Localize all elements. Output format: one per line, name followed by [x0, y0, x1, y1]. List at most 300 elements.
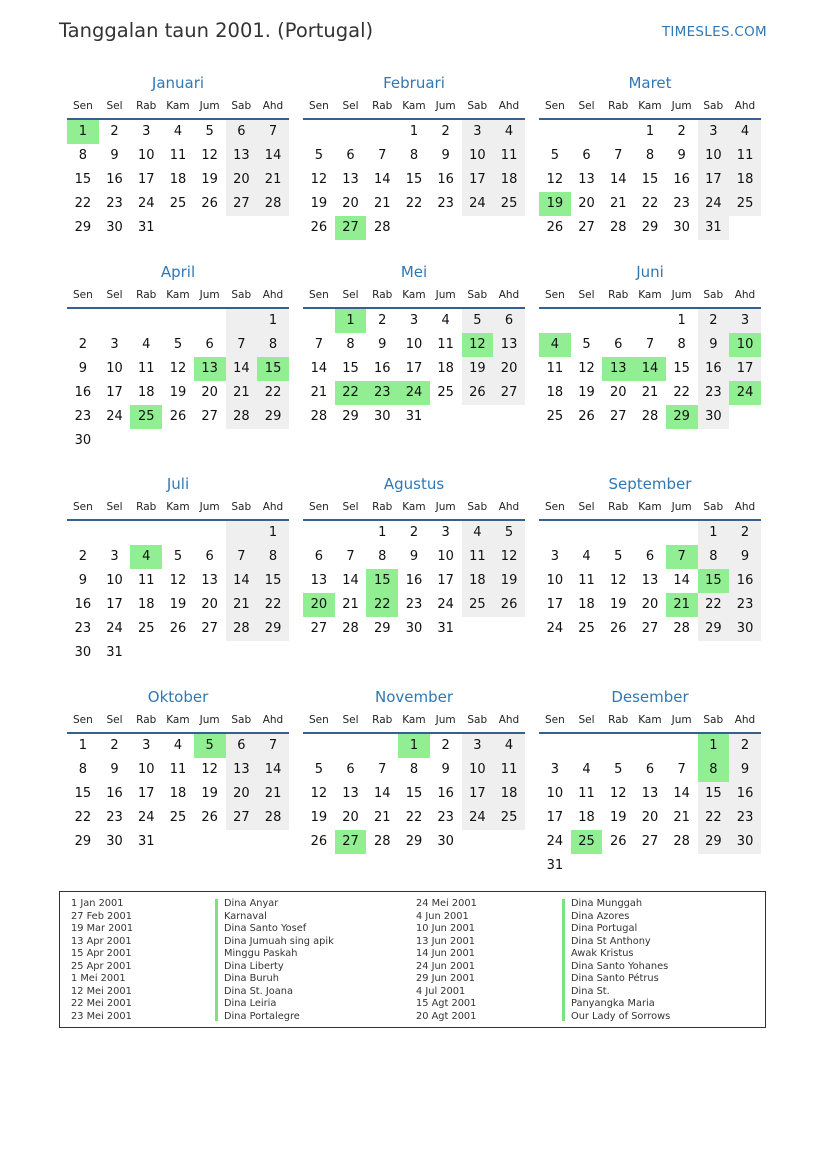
- day-cell: 25: [546, 409, 564, 424]
- day-cell: 9: [729, 545, 761, 569]
- legend-name: Awak Kristus: [571, 948, 634, 959]
- legend-left-divider: [215, 899, 218, 1021]
- day-cell: 11: [169, 148, 187, 163]
- weekday-header: [539, 495, 761, 521]
- weekday-label: Sen: [308, 714, 329, 726]
- day-cell: 11: [729, 144, 761, 168]
- day-grid: [67, 734, 289, 854]
- day-cell: 5: [614, 549, 623, 564]
- day-cell: 19: [169, 385, 187, 400]
- weekday-label: Ahd: [734, 501, 756, 513]
- legend-name: Minggu Paskah: [224, 948, 298, 959]
- weekday-label: Kam: [638, 289, 662, 301]
- day-cell: 27: [641, 834, 659, 849]
- day-cell: 12: [201, 148, 218, 163]
- day-cell: 19: [201, 172, 218, 187]
- day-cell: 7: [226, 333, 258, 357]
- day-cell: 20: [201, 385, 218, 400]
- day-cell: 20: [226, 168, 258, 192]
- weekday-label: Ahd: [262, 289, 284, 301]
- holiday-day-cell: 12: [462, 333, 494, 357]
- day-cell: 18: [493, 782, 525, 806]
- day-cell: 11: [169, 762, 187, 777]
- day-cell: 29: [257, 405, 289, 429]
- weekday-label: Rab: [136, 100, 157, 112]
- legend-date: 1 Jan 2001: [71, 898, 124, 909]
- legend-date: 15 Apr 2001: [71, 948, 132, 959]
- day-cell: 4: [582, 549, 591, 564]
- day-cell: 3: [142, 738, 151, 753]
- day-cell: 16: [698, 357, 730, 381]
- day-cell: 20: [609, 385, 627, 400]
- legend-name: Dina Santo Pétrus: [571, 973, 659, 984]
- day-cell: 2: [378, 313, 387, 328]
- empty-cell: [634, 309, 666, 333]
- day-cell: 25: [169, 810, 187, 825]
- day-cell: 26: [169, 621, 187, 636]
- day-cell: 13: [641, 573, 659, 588]
- holiday-day-cell: 27: [335, 216, 367, 240]
- day-cell: 3: [110, 549, 119, 564]
- day-cell: 18: [462, 569, 494, 593]
- day-cell: 6: [346, 762, 355, 777]
- legend-name: Dina Santo Yohanes: [571, 960, 669, 972]
- day-cell: 15: [342, 361, 359, 376]
- month-name: Juni: [636, 263, 664, 281]
- day-cell: 22: [74, 810, 92, 825]
- holiday-day-cell: 8: [698, 758, 730, 782]
- day-cell: 11: [546, 361, 564, 376]
- weekday-label: Sen: [544, 100, 565, 112]
- month-6: [539, 261, 761, 429]
- legend-name: Panyangka Maria: [571, 998, 655, 1009]
- month-name: Desember: [611, 688, 689, 706]
- day-cell: 14: [673, 573, 690, 588]
- day-cell: 27: [201, 409, 218, 424]
- day-cell: 2: [441, 738, 450, 753]
- brand-link[interactable]: TIMESLES.COM: [661, 24, 767, 40]
- day-cell: 8: [78, 762, 87, 777]
- day-cell: 21: [609, 196, 627, 211]
- month-5: [303, 261, 525, 429]
- day-cell: 17: [546, 597, 564, 612]
- day-cell: 12: [169, 573, 187, 588]
- weekday-label: Sab: [231, 289, 252, 301]
- day-cell: 29: [698, 617, 730, 641]
- day-cell: 4: [582, 762, 591, 777]
- day-cell: 16: [106, 786, 123, 801]
- legend-name: Dina Buruh: [224, 973, 279, 984]
- day-cell: 26: [201, 196, 218, 211]
- holiday-day-cell: 1: [398, 734, 430, 758]
- day-cell: 28: [373, 220, 391, 235]
- day-cell: 16: [106, 172, 123, 187]
- holiday-day-cell: 4: [130, 545, 162, 569]
- weekday-label: Sab: [703, 501, 724, 513]
- day-cell: 29: [373, 621, 391, 636]
- empty-cell: [226, 521, 258, 545]
- weekday-label: Rab: [608, 714, 629, 726]
- holiday-day-cell: 25: [130, 405, 162, 429]
- legend-date: 1 Mei 2001: [71, 973, 126, 984]
- day-cell: 6: [346, 148, 355, 163]
- legend-date: 27 Feb 2001: [71, 910, 132, 922]
- day-cell: 27: [609, 409, 627, 424]
- legend-date: 13 Apr 2001: [71, 935, 132, 947]
- day-cell: 3: [550, 762, 559, 777]
- day-cell: 16: [437, 172, 454, 187]
- day-cell: 3: [142, 124, 151, 139]
- holiday-day-cell: 22: [335, 381, 367, 405]
- empty-cell: [571, 734, 603, 758]
- day-cell: 19: [310, 810, 328, 825]
- holiday-day-cell: 13: [194, 357, 226, 381]
- day-cell: 15: [257, 569, 289, 593]
- day-cell: 19: [609, 597, 627, 612]
- day-cell: 20: [641, 810, 659, 825]
- day-cell: 12: [578, 361, 595, 376]
- legend-date: 25 Apr 2001: [71, 960, 132, 972]
- day-cell: 26: [201, 810, 218, 825]
- day-cell: 12: [609, 786, 627, 801]
- legend-left-names: [224, 898, 334, 1023]
- day-cell: 24: [462, 806, 494, 830]
- day-cell: 27: [310, 621, 328, 636]
- weekday-label: Sel: [106, 501, 123, 513]
- day-cell: 11: [137, 361, 155, 376]
- month-10: [67, 686, 289, 854]
- month-7: [67, 473, 289, 665]
- day-cell: 16: [729, 782, 761, 806]
- holiday-day-cell: 24: [729, 381, 761, 405]
- day-cell: 18: [729, 168, 761, 192]
- day-cell: 5: [173, 337, 183, 352]
- weekday-label: Sen: [308, 100, 329, 112]
- weekday-header: [303, 495, 525, 521]
- day-cell: 1: [257, 521, 289, 545]
- day-cell: 5: [314, 762, 323, 777]
- day-cell: 20: [226, 782, 258, 806]
- weekday-header: [303, 94, 525, 120]
- legend-name: Dina Portalegre: [224, 1010, 300, 1022]
- day-cell: 14: [226, 357, 258, 381]
- legend-name: Dina St.: [571, 985, 610, 997]
- weekday-label: Jum: [435, 501, 456, 513]
- weekday-label: Sab: [467, 501, 488, 513]
- legend-name: Our Lady of Sorrows: [571, 1010, 671, 1022]
- weekday-label: Sab: [703, 289, 724, 301]
- day-cell: 22: [74, 196, 92, 211]
- weekday-label: Ahd: [262, 714, 284, 726]
- empty-cell: [539, 120, 571, 144]
- weekday-label: Jum: [671, 100, 692, 112]
- legend-date: 10 Jun 2001: [416, 923, 475, 934]
- legend-name: Dina Santo Yosef: [224, 923, 307, 934]
- day-cell: 13: [493, 333, 525, 357]
- weekday-label: Ahd: [734, 100, 756, 112]
- day-cell: 14: [373, 786, 391, 801]
- empty-cell: [99, 521, 131, 545]
- day-cell: 30: [373, 409, 391, 424]
- day-cell: 19: [493, 569, 525, 593]
- day-cell: 22: [257, 593, 289, 617]
- day-cell: 11: [493, 758, 525, 782]
- weekday-label: Sel: [106, 714, 123, 726]
- day-cell: 17: [106, 385, 123, 400]
- day-cell: 25: [137, 621, 155, 636]
- empty-cell: [634, 734, 666, 758]
- day-cell: 23: [437, 196, 454, 211]
- day-cell: 17: [137, 172, 155, 187]
- day-cell: 22: [257, 381, 289, 405]
- day-cell: 24: [137, 810, 155, 825]
- legend-right-dates: [416, 898, 477, 1023]
- day-grid: [67, 521, 289, 665]
- weekday-label: Kam: [402, 714, 426, 726]
- month-name: November: [374, 688, 454, 706]
- day-cell: 4: [462, 521, 494, 545]
- legend-date: 19 Mar 2001: [71, 923, 134, 934]
- day-cell: 8: [409, 762, 419, 777]
- day-cell: 14: [257, 144, 289, 168]
- day-grid: [539, 120, 761, 240]
- day-cell: 3: [409, 313, 419, 328]
- day-cell: 16: [373, 361, 391, 376]
- day-cell: 27: [578, 220, 595, 235]
- weekday-label: Sen: [544, 501, 565, 513]
- day-cell: 1: [698, 521, 730, 545]
- weekday-label: Ahd: [498, 714, 520, 726]
- holiday-day-cell: 22: [366, 593, 398, 617]
- weekday-label: Sen: [544, 289, 565, 301]
- month-4: [67, 261, 289, 453]
- weekday-label: Jum: [671, 501, 692, 513]
- day-cell: 10: [546, 786, 564, 801]
- empty-cell: [99, 309, 131, 333]
- day-cell: 16: [673, 172, 690, 187]
- weekday-label: Sen: [72, 100, 93, 112]
- day-cell: 8: [257, 333, 289, 357]
- day-cell: 23: [437, 810, 454, 825]
- weekday-header: [539, 283, 761, 309]
- legend-date: 22 Mei 2001: [71, 998, 132, 1009]
- day-cell: 14: [373, 172, 391, 187]
- day-cell: 18: [437, 361, 454, 376]
- empty-cell: [602, 120, 634, 144]
- weekday-label: Kam: [638, 100, 662, 112]
- holiday-day-cell: 19: [539, 192, 571, 216]
- day-cell: 29: [74, 220, 92, 235]
- weekday-label: Jum: [199, 100, 220, 112]
- empty-cell: [194, 521, 226, 545]
- holiday-legend: [59, 891, 766, 1028]
- day-cell: 14: [257, 758, 289, 782]
- day-cell: 30: [729, 830, 761, 854]
- day-cell: 11: [137, 573, 155, 588]
- day-grid: [303, 521, 525, 641]
- holiday-day-cell: 13: [602, 357, 634, 381]
- weekday-header: [539, 94, 761, 120]
- weekday-label: Rab: [608, 100, 629, 112]
- day-cell: 21: [226, 593, 258, 617]
- weekday-label: Rab: [608, 501, 629, 513]
- weekday-label: Sen: [308, 501, 329, 513]
- weekday-label: Jum: [199, 714, 220, 726]
- month-2: [303, 72, 525, 240]
- weekday-label: Kam: [402, 100, 426, 112]
- day-cell: 28: [342, 621, 359, 636]
- weekday-label: Sel: [342, 501, 359, 513]
- day-cell: 1: [409, 124, 419, 139]
- empty-cell: [571, 521, 603, 545]
- day-cell: 9: [110, 148, 119, 163]
- weekday-label: Sab: [703, 100, 724, 112]
- weekday-label: Rab: [372, 289, 393, 301]
- day-cell: 3: [110, 337, 119, 352]
- day-cell: 17: [405, 361, 423, 376]
- day-cell: 9: [78, 573, 87, 588]
- weekday-label: Sel: [578, 100, 595, 112]
- day-cell: 27: [493, 381, 525, 405]
- day-cell: 12: [546, 172, 564, 187]
- day-cell: 15: [641, 172, 659, 187]
- day-cell: 9: [677, 148, 686, 163]
- day-cell: 2: [409, 525, 419, 540]
- legend-date: 24 Jun 2001: [416, 960, 475, 972]
- day-cell: 13: [641, 786, 659, 801]
- day-cell: 17: [137, 786, 155, 801]
- weekday-label: Sel: [342, 100, 359, 112]
- legend-name: Dina Munggah: [571, 898, 643, 909]
- day-cell: 15: [405, 786, 423, 801]
- day-cell: 5: [205, 124, 214, 139]
- day-cell: 30: [74, 433, 92, 448]
- day-cell: 12: [310, 172, 328, 187]
- day-cell: 27: [641, 621, 659, 636]
- month-name: Januari: [151, 74, 205, 92]
- empty-cell: [539, 309, 571, 333]
- day-cell: 8: [677, 337, 686, 352]
- legend-right-divider: [562, 899, 565, 1021]
- day-cell: 15: [74, 172, 92, 187]
- month-11: [303, 686, 525, 854]
- day-cell: 25: [169, 196, 187, 211]
- day-cell: 9: [110, 762, 119, 777]
- day-cell: 1: [645, 124, 655, 139]
- day-cell: 21: [373, 810, 391, 825]
- day-cell: 1: [677, 313, 686, 328]
- day-cell: 23: [74, 621, 92, 636]
- legend-name: Dina St Anthony: [571, 935, 651, 947]
- weekday-label: Ahd: [262, 501, 284, 513]
- day-cell: 6: [205, 549, 214, 564]
- day-cell: 11: [462, 545, 494, 569]
- day-cell: 1: [257, 309, 289, 333]
- day-cell: 26: [609, 621, 627, 636]
- day-cell: 6: [226, 734, 258, 758]
- day-cell: 18: [578, 597, 595, 612]
- day-cell: 9: [409, 549, 419, 564]
- day-cell: 3: [550, 549, 559, 564]
- weekday-label: Rab: [372, 501, 393, 513]
- weekday-header: [539, 708, 761, 734]
- empty-cell: [303, 734, 335, 758]
- day-cell: 16: [74, 385, 92, 400]
- empty-cell: [303, 521, 335, 545]
- day-cell: 15: [405, 172, 423, 187]
- day-cell: 17: [462, 168, 494, 192]
- day-cell: 7: [614, 148, 623, 163]
- day-cell: 30: [729, 617, 761, 641]
- day-cell: 4: [493, 120, 525, 144]
- day-cell: 18: [137, 385, 155, 400]
- weekday-label: Jum: [199, 289, 220, 301]
- day-cell: 9: [441, 762, 450, 777]
- weekday-label: Jum: [671, 714, 692, 726]
- weekday-label: Jum: [435, 289, 456, 301]
- day-cell: 23: [106, 810, 123, 825]
- day-cell: 2: [78, 549, 87, 564]
- empty-cell: [366, 734, 398, 758]
- day-cell: 30: [106, 834, 123, 849]
- day-cell: 28: [373, 834, 391, 849]
- day-cell: 13: [226, 144, 258, 168]
- month-name: April: [160, 263, 196, 281]
- day-cell: 14: [226, 569, 258, 593]
- weekday-label: Sel: [578, 501, 595, 513]
- day-cell: 11: [437, 337, 454, 352]
- empty-cell: [162, 521, 194, 545]
- holiday-day-cell: 23: [366, 381, 398, 405]
- day-cell: 31: [106, 645, 123, 660]
- holiday-day-cell: 29: [666, 405, 698, 429]
- day-cell: 28: [673, 621, 690, 636]
- weekday-label: Sen: [72, 289, 93, 301]
- weekday-label: Sel: [578, 289, 595, 301]
- empty-cell: [539, 734, 571, 758]
- day-cell: 5: [314, 148, 323, 163]
- day-cell: 6: [493, 309, 525, 333]
- day-grid: [303, 120, 525, 240]
- day-cell: 11: [578, 573, 595, 588]
- day-cell: 2: [729, 734, 761, 758]
- weekday-label: Ahd: [498, 289, 520, 301]
- empty-cell: [303, 120, 335, 144]
- day-cell: 3: [462, 734, 494, 758]
- holiday-day-cell: 15: [366, 569, 398, 593]
- day-cell: 7: [645, 337, 655, 352]
- day-cell: 26: [462, 381, 494, 405]
- month-8: [303, 473, 525, 641]
- day-cell: 3: [441, 525, 450, 540]
- day-cell: 20: [342, 196, 359, 211]
- day-cell: 29: [641, 220, 659, 235]
- day-cell: 14: [342, 573, 359, 588]
- day-cell: 9: [729, 758, 761, 782]
- day-cell: 12: [493, 545, 525, 569]
- day-cell: 16: [74, 597, 92, 612]
- day-cell: 14: [310, 361, 328, 376]
- day-cell: 17: [462, 782, 494, 806]
- day-cell: 28: [609, 220, 627, 235]
- empty-cell: [67, 309, 99, 333]
- day-cell: 23: [74, 409, 92, 424]
- day-cell: 6: [314, 549, 323, 564]
- day-cell: 13: [226, 758, 258, 782]
- weekday-label: Kam: [166, 100, 190, 112]
- day-cell: 2: [110, 738, 119, 753]
- weekday-label: Kam: [166, 289, 190, 301]
